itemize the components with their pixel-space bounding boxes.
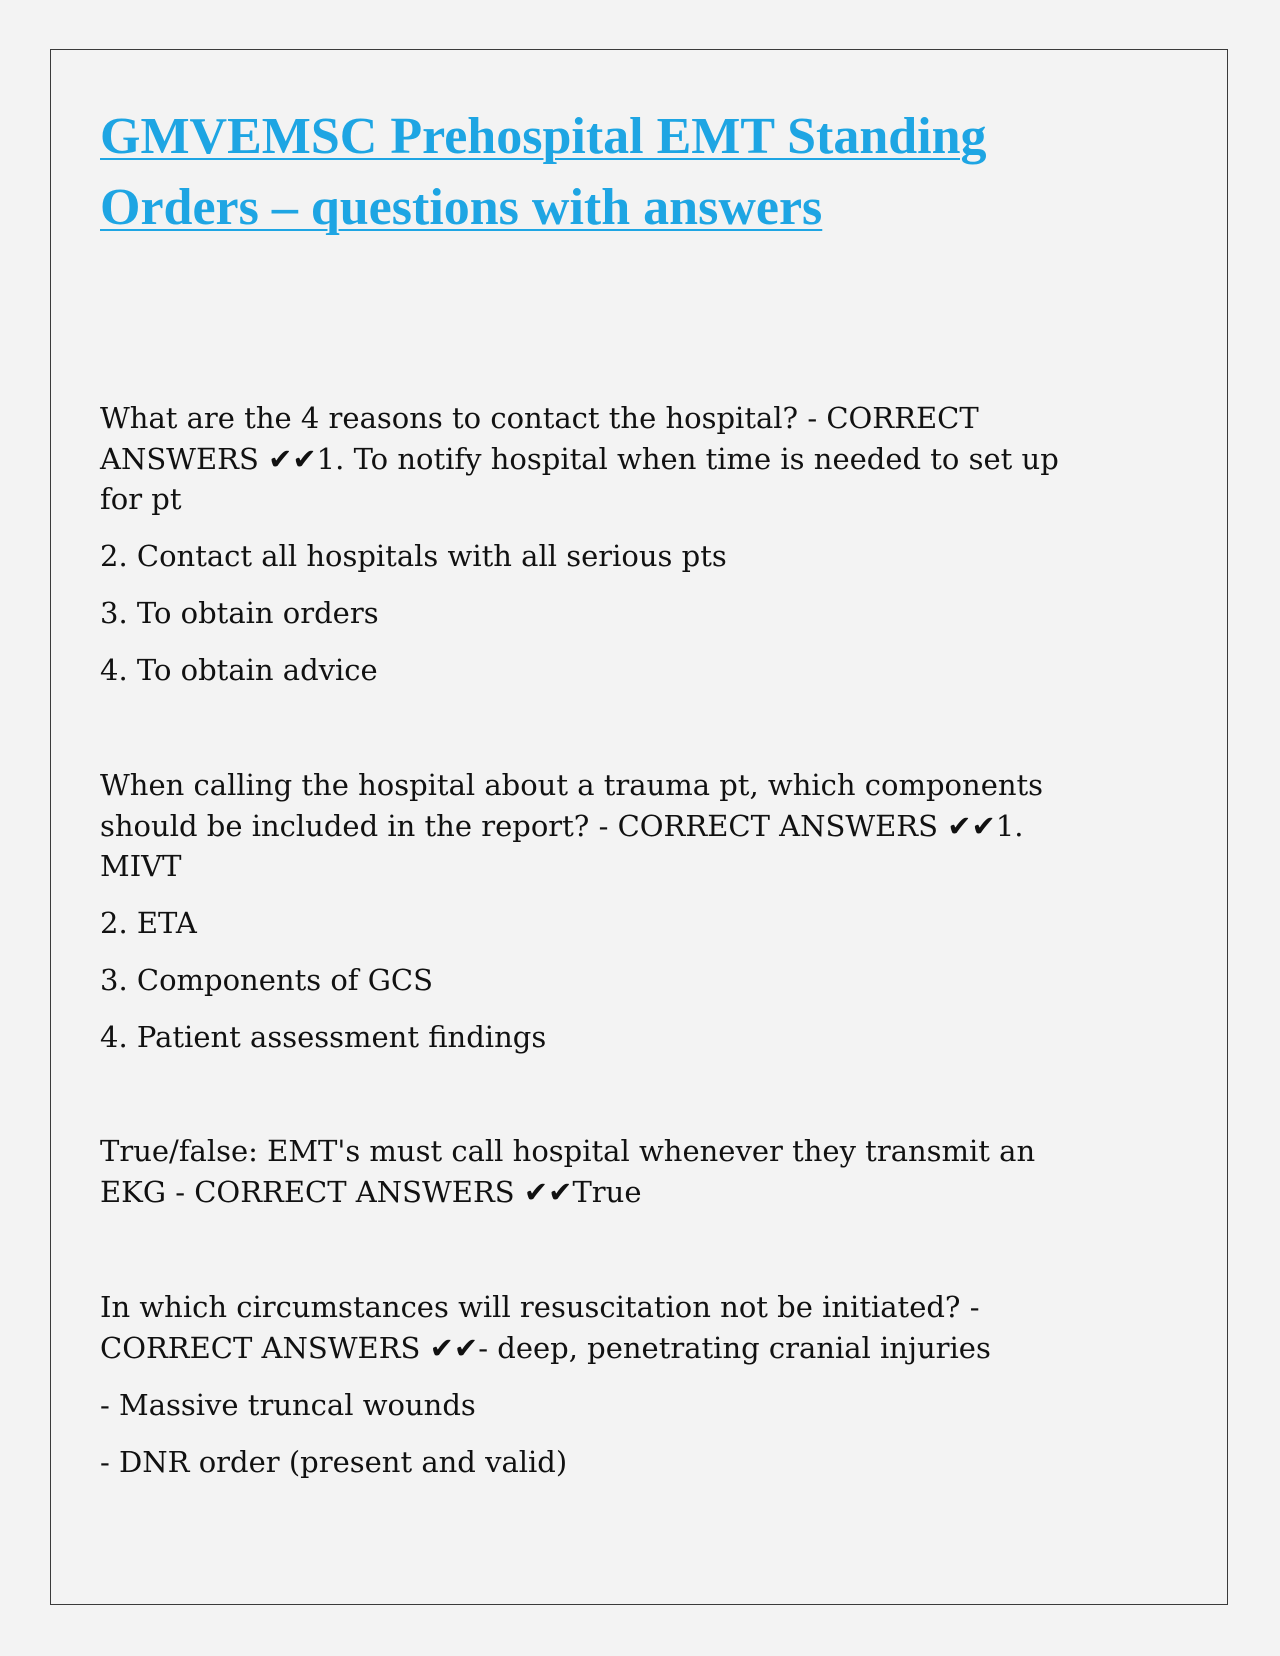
question-4-line-1: In which circumstances will resuscitation not be initiated? - — [100, 1290, 980, 1324]
qa-block-2 — [100, 765, 1120, 887]
question-3 — [100, 1131, 1120, 1212]
answer-2-item-2: 2. ETA — [100, 906, 197, 940]
question-3-line-1: True/false: EMT's must call hospital whenever they transmit an — [100, 1134, 1036, 1168]
question-4-line-2: CORRECT ANSWERS ✔✔- deep, penetrating cranial injuries — [100, 1330, 991, 1365]
answer-4-item-3: - DNR order (present and valid) — [100, 1445, 568, 1479]
answer-1-item-4: 4. To obtain advice — [100, 653, 378, 687]
title-line-2: Orders – questions with answers — [100, 179, 823, 236]
answer-2-item-4: 4. Patient assessment findings — [100, 1020, 547, 1054]
qa-block-3 — [100, 1131, 1120, 1212]
question-1-line-3: for pt — [100, 482, 182, 516]
question-2-line-3: MIVT — [100, 849, 182, 883]
question-4 — [100, 1287, 1120, 1368]
question-2 — [100, 765, 1120, 887]
answer-1-item-2: 2. Contact all hospitals with all serious pts — [100, 539, 727, 573]
qa-block-1 — [100, 398, 1120, 520]
question-1-line-1: What are the 4 reasons to contact the hospital? - CORRECT — [100, 401, 979, 435]
answer-2-item-3: 3. Components of GCS — [100, 963, 433, 997]
title-line-1: GMVEMSC Prehospital EMT Standing — [100, 108, 987, 165]
qa-block-4 — [100, 1287, 1120, 1368]
question-2-line-1: When calling the hospital about a trauma pt, which components — [100, 768, 1044, 802]
question-1 — [100, 398, 1120, 520]
answer-4-item-2: - Massive truncal wounds — [100, 1388, 476, 1422]
question-3-line-2: EKG - CORRECT ANSWERS ✔✔True — [100, 1174, 642, 1209]
question-1-line-2: ANSWERS ✔✔1. To notify hospital when time is needed to set up — [100, 441, 1059, 476]
answer-1-item-3: 3. To obtain orders — [100, 596, 379, 630]
document-title — [100, 101, 1100, 243]
question-2-line-2: should be included in the report? - CORRECT ANSWERS ✔✔1. — [100, 808, 1024, 843]
